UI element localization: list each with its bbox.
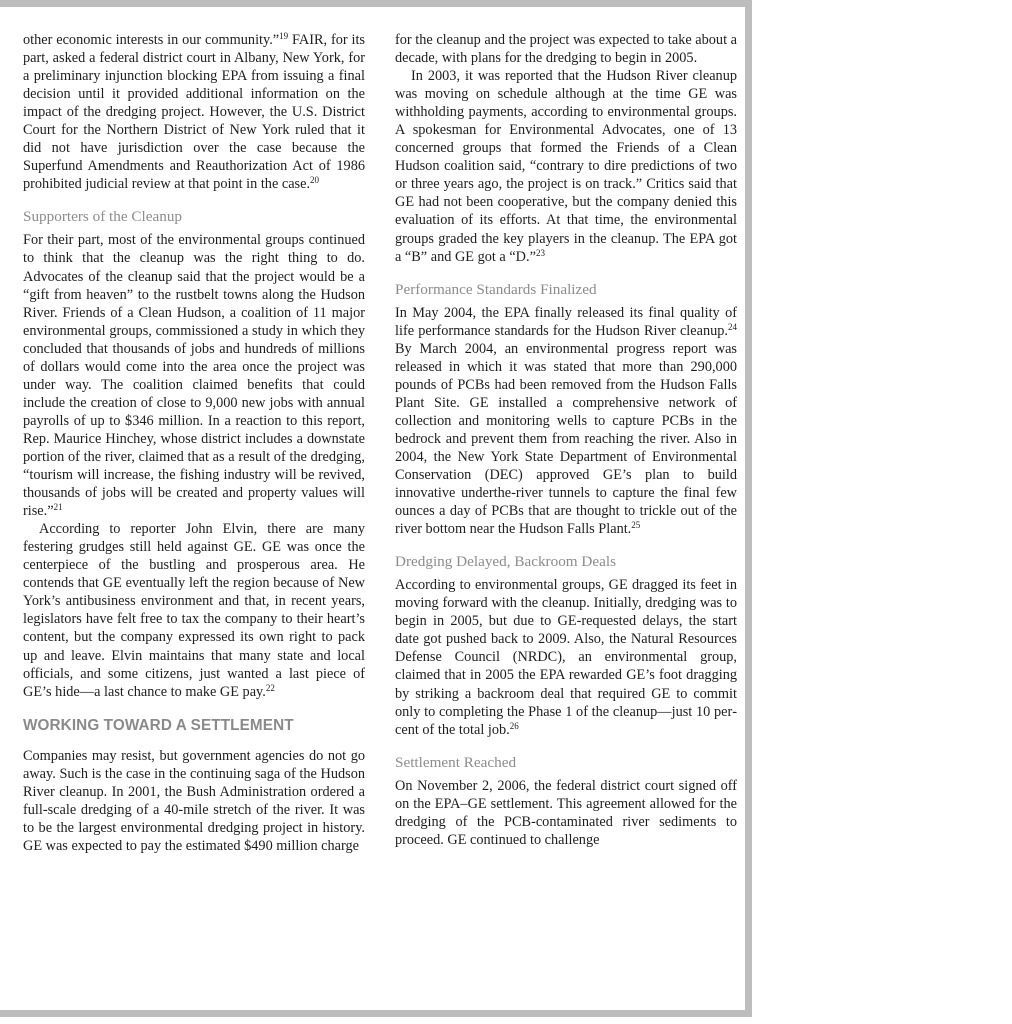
section-heading-performance: Performance Standards Finalized — [395, 280, 597, 298]
footnote-ref: 19 — [279, 31, 289, 41]
paragraph-text: By March 2004, an environmental progress report was released in which it was stated that more than 290,000 pounds of PCBs had been removed from the Hudson Falls Plant Site. GE installed a comprehensive network of collection and monitoring wells to capture PCBs in the bedrock and prevent them from reaching the river. Also in 2004, the New York State Department of Environmental Conservation (DEC) approved GE’s plan to build innovative underthe-river tunnels to capture the final few ounces a day of PCBs that are thought to trickle out of the river bottom near the Hudson Falls Plant. — [395, 340, 737, 538]
paragraph — [23, 520, 365, 700]
paragraph: Companies may resist, but government agencies do not go away. Such is the case in the continuing saga of the Hudson River cleanup. In 2001, the Bush Administration ordered a full-scale dredging of a 40-mile stretch of the river. It was to be the largest environmental dredging project in history. GE was expected to pay the estimated $490 million charge — [23, 747, 365, 854]
section-heading-reached: Settlement Reached — [395, 753, 517, 771]
paragraph-text: According to environmental groups, GE dragged its feet in moving forward with the cleanup. Initially, dredging was to begin in 2005, but due to GE-requested delays, the start date got pushed back to 2009. Also, the Natural Resources Defense Council (NRDC), an environmental group, claimed that in 2005 the EPA rewarded GE’s foot dragging by striking a backroom deal that required GE to commit only to completing the Phase 1 of the cleanup—just 10 percent of the total job. — [395, 577, 737, 738]
footnote-ref: 25 — [631, 520, 641, 531]
footnote-ref: 23 — [535, 247, 545, 258]
paragraph-text: FAIR, for its part, asked a federal district court in Albany, New York, for a preliminary injunction blocking EPA from issuing a final decision until it provided additional information on the impact of the dredging project. However, the U.S. District Court for the Northern District of New York ruled that it did not have jurisdiction over the case because the Superfund Amendments and Reauthorization Act of 1986 prohibited judicial review at that point in the case. — [23, 32, 365, 193]
section-heading-settlement: WORKING TOWARD A SETTLEMENT — [23, 716, 294, 734]
left-column — [23, 31, 365, 855]
paragraph — [23, 31, 365, 193]
paragraph — [395, 304, 737, 539]
right-column — [395, 31, 737, 849]
paragraph: On November 2, 2006, the federal district court signed off on the EPA–GE settlement. This agreement allowed for the dredging of the PCB-contaminated river sediments to proceed. GE continued to challenge — [395, 777, 737, 848]
paragraph — [395, 576, 737, 738]
footnote-ref: 22 — [265, 682, 275, 693]
paragraph — [23, 231, 365, 520]
paragraph-text: According to reporter John Elvin, there are many festering grudges still held against GE. GE was once the centerpiece of the bustling and prosperous area. He contends that GE eventually left the region because of New York’s antibusiness environment and that, in recent years, legislators have felt free to tax the company to their heart’s content, but the company expressed its own right to pack up and leave. Elvin maintains that many state and local officials, and some citizens, just wanted a last piece of GE’s hide—a last chance to make GE pay. — [23, 521, 365, 700]
paragraph-text: In May 2004, the EPA finally released its final quality of life performance standards for the Hudson River cleanup. — [395, 304, 737, 339]
section-heading-dredging: Dredging Delayed, Backroom Deals — [395, 553, 616, 571]
footnote-ref: 26 — [509, 720, 519, 731]
paragraph — [395, 67, 737, 266]
footnote-ref: 21 — [53, 502, 63, 513]
paragraph-text: other economic interests in our community.” — [23, 32, 280, 48]
footnote-ref: 24 — [728, 321, 737, 332]
paragraph-text: For their part, most of the environmental groups continued to think that the cleanup was the right thing to do. Advocates of the cleanup said that the project would be a “gift from heaven” to the rustbelt towns along the Hudson River. Friends of a Clean Hudson, a coalition of 11 major environmental groups, commissioned a study in which they concluded that thousands of jobs and hundreds of millions of dollars would come into the area once the project was under way. The coalition claimed benefits that could include the creation of close to 9,000 new jobs with annual payrolls of up to $346 million. In a reaction to this report, Rep. Maurice Hinchey, whose district includes a downstate portion of the river, claimed that as a result of the dredging, “tourism will increase, the fishing industry will be revived, thousands of jobs will be created and property values will rise.” — [23, 232, 365, 520]
paragraph-text: In 2003, it was reported that the Hudson River cleanup was moving on schedule although at the time GE was withholding payments, according to environmental groups. A spokesman for Environmental Advocates, one of 13 concerned groups that formed the Friends of a Clean Hudson coalition said, “contrary to dire predictions of two or three years ago, the project is on track.” Critics said that GE had not been cooperative, but the company denied this evaluation of its efforts. At that time, the environmental groups graded the key players in the cleanup. The EPA got a “B” and GE got a “D.” — [395, 68, 737, 265]
footnote-ref: 20 — [310, 175, 320, 186]
section-heading-supporters: Supporters of the Cleanup — [23, 208, 183, 226]
paragraph: for the cleanup and the project was expected to take about a decade, with plans for the dredging to begin in 2005. — [395, 32, 737, 67]
